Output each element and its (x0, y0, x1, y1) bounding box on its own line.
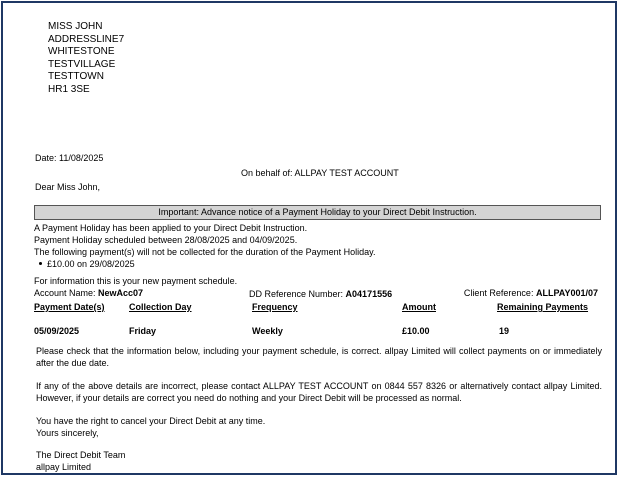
schedule-info: For information this is your new payment schedule. (34, 276, 238, 286)
client-reference-value: ALLPAY001/07 (535, 288, 598, 298)
salutation: Dear Miss John, (35, 182, 101, 192)
intro-line-3: The following payment(s) will not be collected for the duration of the Payment Holiday. (34, 247, 376, 257)
cell-collection-day: Friday (129, 326, 157, 336)
signature-team: The Direct Debit Team (36, 450, 126, 460)
header-payment-dates: Payment Date(s) (34, 302, 105, 312)
incorrect-paragraph: If any of the above details are incorrect, please contact ALLPAY TEST ACCOUNT on 0844 557 8326 or alternatively contact allpay Limited. However, if your details are correct you need do nothing and your Direct Debit will be processed as normal. (36, 381, 602, 403)
recipient-address (48, 21, 124, 97)
check-paragraph: Please check that the information below, including your payment schedule, is correct. allpay Limited will collect payments on or immediately after the due date. (36, 346, 602, 368)
on-behalf-of: On behalf of: ALLPAY TEST ACCOUNT (241, 168, 399, 178)
cancel-rights: You have the right to cancel your Direct Debit at any time. (36, 416, 266, 426)
account-name (34, 288, 143, 298)
address-line: TESTVILLAGE (48, 58, 116, 70)
letter-date: Date: 11/08/2025 (35, 153, 104, 163)
intro-line-2: Payment Holiday scheduled between 28/08/2025 and 04/09/2025. (34, 235, 298, 245)
closing: Yours sincerely, (36, 428, 99, 438)
cell-payment-date: 05/09/2025 (34, 326, 80, 336)
header-frequency: Frequency (252, 302, 298, 312)
dd-reference (249, 289, 392, 299)
skipped-payment-item (39, 259, 135, 269)
header-amount: Amount (402, 302, 436, 312)
dd-reference-value: A04171556 (345, 289, 393, 299)
signature-company: allpay Limited (36, 462, 92, 472)
account-name-value: NewAcc07 (98, 288, 144, 298)
address-line: MISS JOHN (48, 21, 103, 32)
cell-amount: £10.00 (402, 326, 430, 336)
address-line: HR1 3SE (48, 83, 90, 95)
bullet-icon (39, 262, 42, 265)
address-line: ADDRESSLINE7 (48, 33, 125, 45)
letter-frame (1, 1, 617, 475)
client-reference-label: Client Reference: (463, 288, 536, 298)
client-reference (464, 288, 598, 298)
header-collection-day: Collection Day (129, 302, 192, 312)
account-name-label: Account Name: (34, 288, 99, 298)
cell-frequency: Weekly (252, 326, 283, 336)
address-line: TESTTOWN (48, 71, 104, 83)
dd-reference-label: DD Reference Number: (249, 289, 346, 299)
address-line: WHITESTONE (48, 46, 115, 58)
intro-line-1: A Payment Holiday has been applied to your Direct Debit Instruction. (34, 223, 308, 233)
notice-banner: Important: Advance notice of a Payment Holiday to your Direct Debit Instruction. (34, 205, 601, 220)
header-remaining-payments: Remaining Payments (497, 302, 589, 312)
cell-remaining-payments: 19 (499, 326, 510, 336)
skipped-payment-text: £10.00 on 29/08/2025 (47, 259, 135, 269)
